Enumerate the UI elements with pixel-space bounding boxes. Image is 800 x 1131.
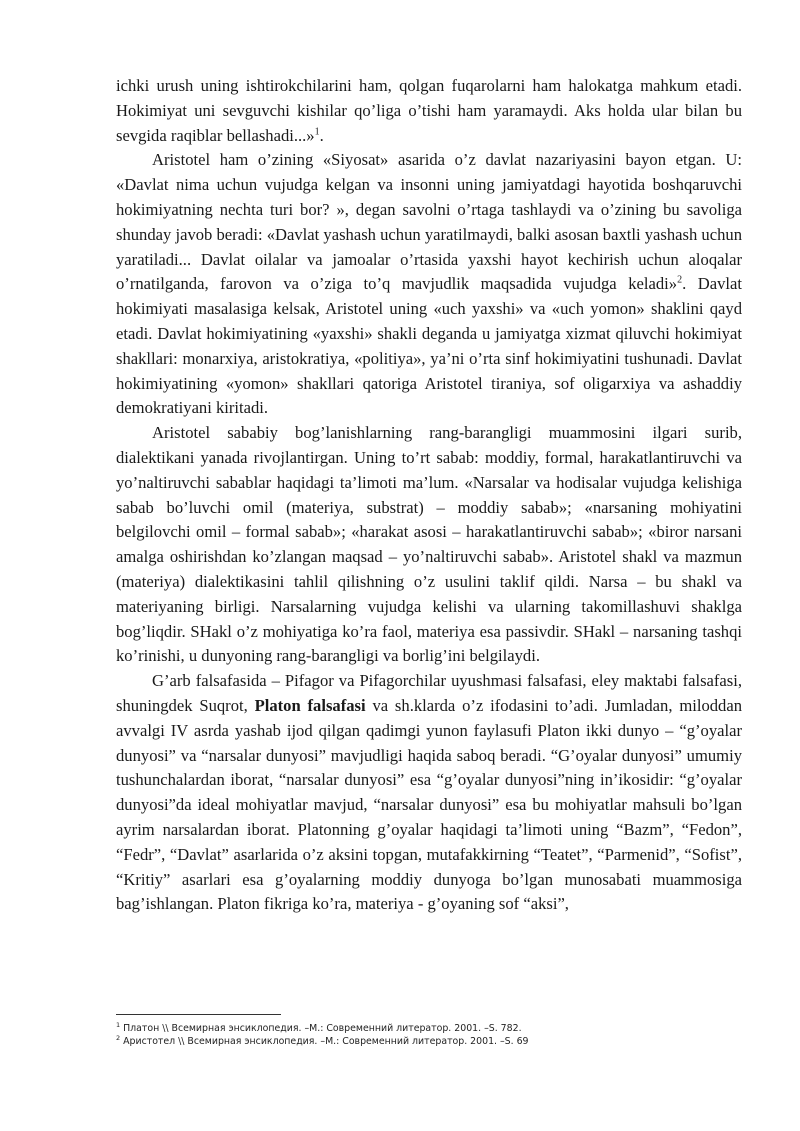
- document-body: [116, 74, 742, 917]
- paragraph-text: va sh.klarda o’z ifodasini to’adi. Jumladan, miloddan avvalgi IV asrda yashab ijod qilgan qadimgi yunon faylasufi Platon ikki dunyo – “g’oyalar dunyosi” va “narsalar dunyosi” mavjudligi haqida saboq beradi. “G’oyalar dunyosi” umumiy tushunchalardan iborat, “narsalar dunyosi” esa “g’oyalar dunyosi”ning in’ikosidir: “g’oyalar dunyosi”da ideal mohiyatlar mavjud, “narsalar dunyosi” esa bu mohiyatlar mahsuli bo’lgan ayrim narsalardan iborat. Platonning g’oyalar haqidagi ta’limoti uning “Bazm”, “Fedon”, “Fedr”, “Davlat” asarlarida o’z aksini topgan, mutafakkirning “Teatet”, “Parmenid”, “Sofist”, “Kritiy” asarlari esa g’oyalarning moddiy dunyoga bo’lgan munosabati muammosiga bag’ishlangan. Platon fikriga ko’ra, materiya - g’oyaning sof “aksi”,: [116, 695, 743, 914]
- bold-term: Platon falsafasi: [254, 695, 366, 715]
- paragraph-text: G’arb falsafasida – Pifagor va Pifagorchilar uyushmasi falsafasi, eley maktabi falsafasi, shuningdek Suqrot,: [116, 671, 742, 715]
- footnote: [116, 1035, 742, 1048]
- footnote-text: Платон \\ Всемирная энсиклопедия. –М.: Современний литератор. 2001. –S. 782.: [120, 1023, 522, 1034]
- paragraph: [116, 421, 742, 669]
- footnotes: [116, 1022, 742, 1048]
- paragraph: [116, 74, 742, 148]
- footnote-number: 1: [116, 1020, 121, 1029]
- paragraph-text: ichki urush uning ishtirokchilarini ham, qolgan fuqarolarni ham halokatga mahkum etadi. Hokimiyat uni sevguvchi kishilar qo’liga o’tishi ham yaramaydi. Aks holda ular bilan bu sevgida raqiblar bellashadi...»: [116, 76, 742, 145]
- footnote-text: Аристотел \\ Всемирная энсиклопедия. –М.: Современний литератор. 2001. –S. 69: [120, 1036, 529, 1047]
- paragraph-text: Aristotel sababiy bog’lanishlarning rang-barangligi muammosini ilgari surib, dialektikani yanada rivojlantirgan. Uning to’rt sabab: moddiy, formal, harakatlantiruvchi va yo’naltiruvchi sabablar haqidagi ta’limoti ma’lum. «Narsalar va hodisalar vujudga kelishiga sabab bo’luvchi omil (materiya, substrat) – moddiy sabab»; «narsaning mohiyatini belgilovchi omil – formal sabab»; «harakat asosi – harakatlantiruvchi sabab»; «biror narsani amalga oshirishdan ko’zlangan maqsad – yo’naltiruvchi sabab». Aristotel shakl va mazmun (materiya) dialektikasini tahlil qilishning o’z usulini taklif qildi. Narsa – bu shakl va materiyaning birligi. Narsalarning vujudga kelishi va ularning takomillashuvi shaklga bog’liqdir. SHakl o’z mohiyatiga ko’ra faol, materiya esa passivdir. SHakl – narsaning tashqi ko’rinishi, u dunyoning rang-barangligi va borlig’ini belgilaydi.: [116, 423, 742, 666]
- paragraph-text: . Davlat hokimiyati masalasiga kelsak, Aristotel uning «uch yaxshi» va «uch yomon» shaklini qayd etadi. Davlat hokimiyatining «yaxshi» shakli deganda u jamiyatga xizmat qiluvchi hokimiyat shakllari: monarxiya, aristokratiya, «politiya», ya’ni o’rta sinf hokimiyatini tushunadi. Davlat hokimiyatining «yomon» shakllari qatoriga Aristotel tiraniya, sof oligarxiya va ashaddiy demokratiyani kiritadi.: [116, 274, 742, 418]
- paragraph: [116, 148, 742, 421]
- footnote: [116, 1022, 742, 1035]
- footnote-reference: 1: [314, 126, 320, 138]
- paragraph: [116, 669, 742, 917]
- footnote-separator: [116, 1014, 281, 1015]
- paragraph-text: .: [319, 125, 324, 145]
- footnote-reference: 2: [677, 274, 683, 286]
- footnote-number: 2: [116, 1033, 121, 1042]
- paragraph-text: Aristotel ham o’zining «Siyosat» asarida o’z davlat nazariyasini bayon etgan. U: «Davlat nima uchun vujudga kelgan va insonni uning jamiyatdagi hayotida boshqaruvchi hokimiyatning nechta turi bor? », degan savolni o’rtaga tashlaydi va o’zining bu savoliga shunday javob beradi: «Davlat yashash uchun yaratilmaydi, balki asosan baxtli yashash uchun yaratiladi... Davlat oilalar va jamoalar o’rtasida yaxshi hayot kechirish uchun aloqalar o’rnatilganda, farovon va o’ziga to’q mavjudlik maqsadida vujudga keladi»: [116, 150, 742, 294]
